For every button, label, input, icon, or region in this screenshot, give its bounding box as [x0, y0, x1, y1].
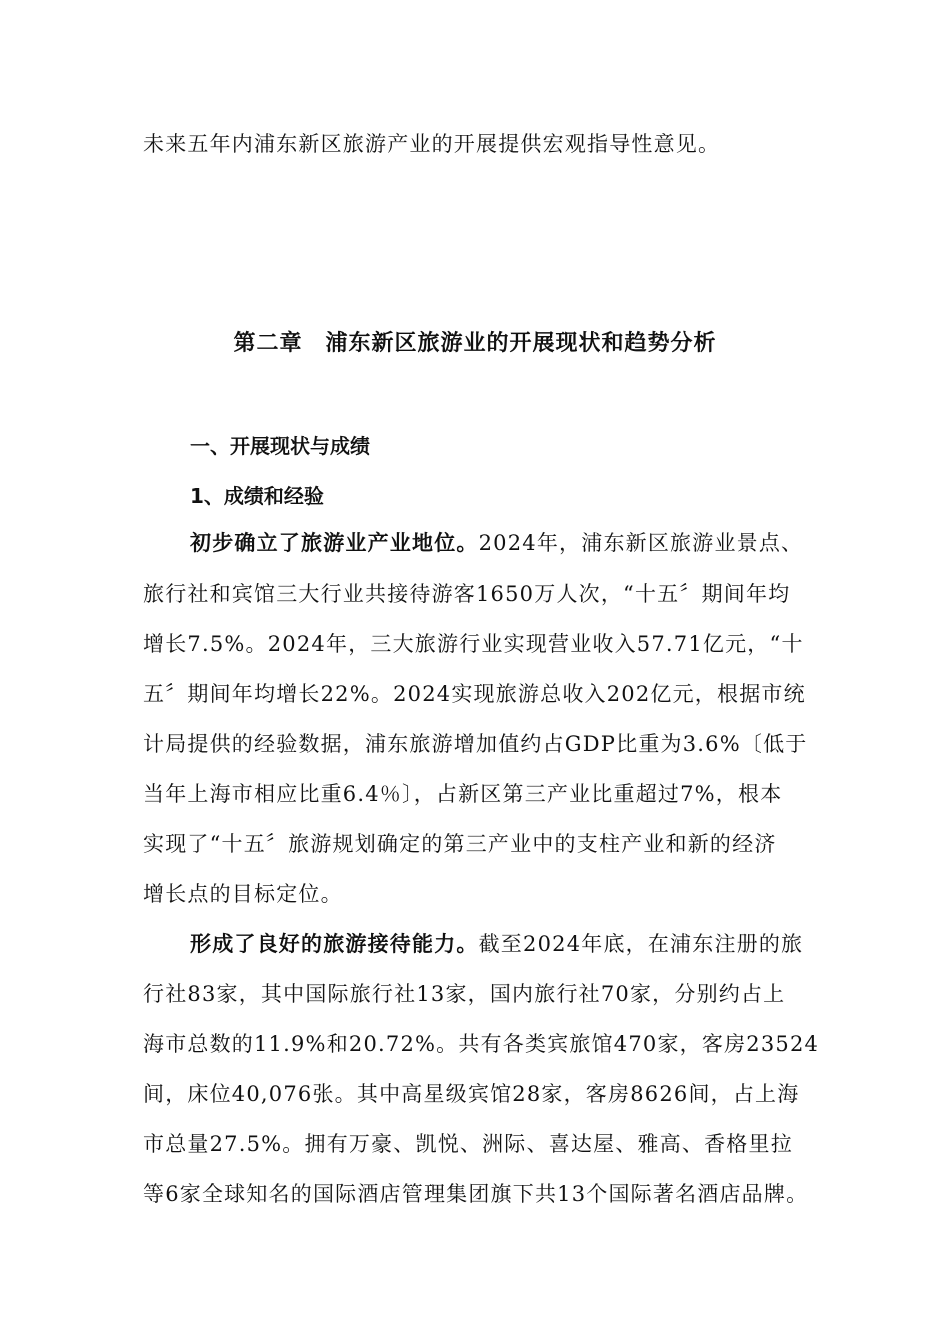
paragraph-2-lead: 形成了良好的旅游接待能力。: [190, 932, 479, 956]
paragraph-2-line: 行社83家，其中国际旅行社13家，国内旅行社70家，分别约占上: [143, 982, 786, 1006]
paragraph-1-line1-text: 2024年，浦东新区旅游业景点、: [478, 531, 804, 555]
paragraph-1-line: 增长7.5%。2024年，三大旅游行业实现营业收入57.71亿元，“十: [143, 632, 804, 656]
paragraph-1-lead: 初步确立了旅游业产业地位。: [190, 531, 479, 555]
paragraph-1-line: 旅行社和宾馆三大行业共接待游客1650万人次，“十五〞期间年均: [143, 582, 791, 606]
paragraph-1-line: 增长点的目标定位。: [143, 882, 343, 906]
paragraph-1-line: 实现了“十五〞旅游规划确定的第三产业中的支柱产业和新的经济: [143, 832, 777, 856]
paragraph-2-line: [190, 928, 803, 958]
subsection-heading: 1、成绩和经验: [190, 484, 324, 508]
paragraph-2-line: 间，床位40,076张。其中高星级宾馆28家，客房8626间，占上海: [143, 1082, 800, 1106]
chapter-title: 第二章 浦东新区旅游业的开展现状和趋势分析: [233, 331, 717, 356]
paragraph-2-line1-text: 截至2024年底，在浦东注册的旅: [478, 932, 804, 956]
section-heading: 一、开展现状与成绩: [190, 434, 370, 458]
paragraph-2-line: 市总量27.5%。拥有万豪、凯悦、洲际、喜达屋、雅高、香格里拉: [143, 1132, 793, 1156]
paragraph-1-line: 当年上海市相应比重6.4％〕，占新区第三产业比重超过7%，根本: [143, 782, 783, 806]
intro-line: 未来五年内浦东新区旅游产业的开展提供宏观指导性意见。: [143, 132, 721, 156]
paragraph-1-line: 计局提供的经验数据，浦东旅游增加值约占GDP比重为3.6%〔低于: [143, 732, 808, 756]
paragraph-2-line: 等6家全球知名的国际酒店管理集团旗下共13个国际著名酒店品牌。: [143, 1182, 809, 1206]
paragraph-1-line: [190, 527, 803, 557]
paragraph-2-line: 海市总数的11.9%和20.72%。共有各类宾旅馆470家，客房23524: [143, 1032, 820, 1056]
paragraph-1-line: 五〞期间年均增长22%。2024实现旅游总收入202亿元，根据市统: [143, 682, 806, 706]
